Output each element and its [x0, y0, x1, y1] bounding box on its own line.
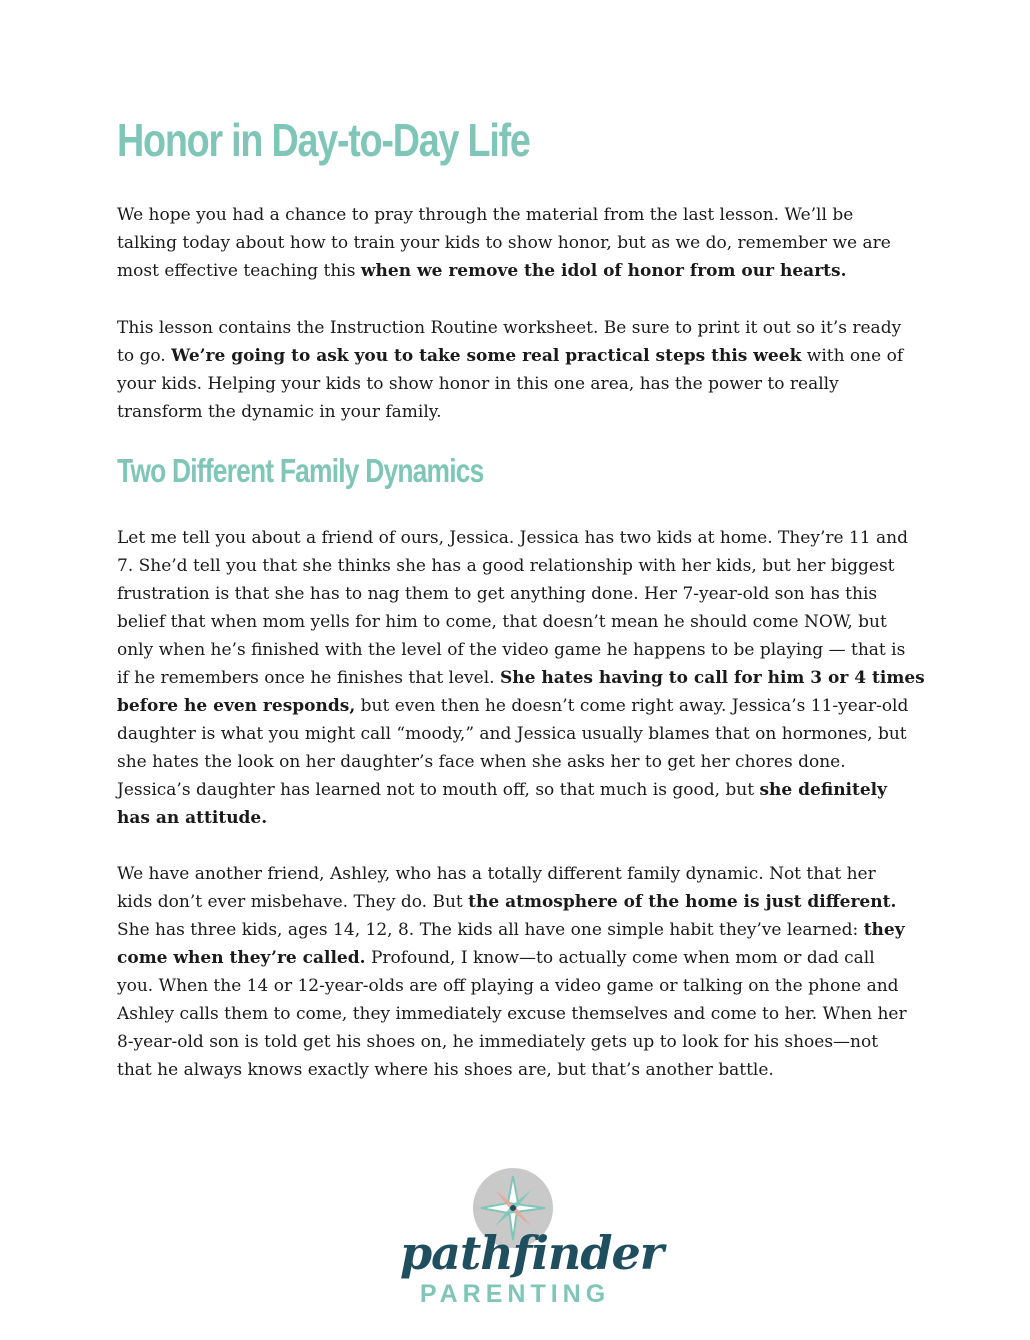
text-run: Profound, I know—to actually come when mom or dad call [365, 948, 875, 968]
text-run: talking today about how to train your kids to show honor, but as we do, remember we are [117, 233, 891, 253]
bold-text: before he even responds, [117, 696, 356, 716]
text-line [117, 748, 917, 776]
text-line [117, 972, 917, 1000]
logo-script-text: pathfinder [400, 1226, 664, 1280]
text-line [117, 342, 917, 370]
text-line [117, 888, 917, 916]
text-line [117, 314, 917, 342]
text-line [117, 1000, 917, 1028]
text-line [117, 370, 917, 398]
text-run: your kids. Helping your kids to show honor in this one area, has the power to really [117, 374, 839, 394]
text-run: you. When the 14 or 12-year-olds are off playing a video game or talking on the phone and [117, 976, 899, 996]
text-run: transform the dynamic in your family. [117, 402, 442, 422]
text-line [117, 229, 917, 257]
text-run: if he remembers once he finishes that level. [117, 668, 500, 688]
text-run: most effective teaching this [117, 261, 361, 281]
text-run: to go. [117, 346, 172, 366]
bold-text: they [863, 920, 905, 940]
text-run: daughter is what you might call “moody,” and Jessica usually blames that on hormones, but [117, 724, 907, 744]
text-run: kids don’t ever misbehave. They do. But [117, 892, 469, 912]
text-run: belief that when mom yells for him to come, that doesn’t mean he should come NOW, but [117, 612, 887, 632]
text-line [117, 860, 917, 888]
bold-text: come when they’re called. [117, 948, 366, 968]
text-line [117, 776, 917, 804]
text-line [117, 552, 917, 580]
text-line [117, 524, 917, 552]
pathfinder-parenting-logo [400, 1168, 664, 1318]
logo-caps-text: PARENTING [419, 1280, 611, 1308]
bold-text: She hates having to call for him 3 or 4 times [499, 668, 925, 688]
text-line [117, 608, 917, 636]
text-line [117, 257, 917, 285]
text-run: she hates the look on her daughter’s face when she asks her to get her chores done. [117, 752, 846, 772]
text-run: that he always knows exactly where his shoes are, but that’s another battle. [117, 1060, 774, 1080]
text-run: Ashley calls them to come, they immediately excuse themselves and come to her. When her [117, 1004, 907, 1024]
text-run: She has three kids, ages 14, 12, 8. The kids all have one simple habit they’ve learned: [117, 920, 864, 940]
section-heading: Two Different Family Dynamics [117, 452, 484, 489]
bold-text: she definitely [759, 780, 888, 800]
text-line [117, 580, 917, 608]
bold-text: We’re going to ask you to take some real practical steps this week [171, 346, 802, 366]
bold-text: the atmosphere of the home is just different. [468, 892, 897, 912]
text-run: only when he’s finished with the level of the video game he happens to be playing — that is [117, 640, 906, 660]
bold-text: has an attitude. [117, 808, 268, 828]
paragraph-ashley [117, 860, 917, 1084]
text-line [117, 636, 917, 664]
text-run: frustration is that she has to nag them to get anything done. Her 7-year-old son has this [117, 584, 878, 604]
text-line [117, 720, 917, 748]
text-line [117, 692, 917, 720]
bold-text: when we remove the idol of honor from our hearts. [360, 261, 847, 281]
text-line [117, 664, 925, 692]
text-line [117, 398, 917, 426]
paragraph-intro [117, 201, 917, 285]
text-run: Jessica’s daughter has learned not to mouth off, so that much is good, but [117, 780, 760, 800]
text-run: This lesson contains the Instruction Routine worksheet. Be sure to print it out so it’s ready [117, 318, 902, 338]
text-line [117, 201, 917, 229]
text-run: We hope you had a chance to pray through the material from the last lesson. We’ll be [117, 205, 854, 225]
text-run: Let me tell you about a friend of ours, Jessica. Jessica has two kids at home. They’re 11 and [117, 528, 908, 548]
text-line [117, 804, 917, 832]
text-run: but even then he doesn’t come right away. Jessica’s 11-year-old [355, 696, 909, 716]
paragraph-jessica [117, 524, 925, 832]
text-run: We have another friend, Ashley, who has a totally different family dynamic. Not that her [117, 864, 876, 884]
text-line [117, 916, 917, 944]
text-run: with one of [801, 346, 904, 366]
text-line [117, 944, 917, 972]
text-line [117, 1028, 917, 1056]
text-line [117, 1056, 917, 1084]
text-run: 8-year-old son is told get his shoes on, he immediately gets up to look for his shoes—not [117, 1032, 879, 1052]
text-run: 7. She’d tell you that she thinks she has a good relationship with her kids, but her biggest [117, 556, 895, 576]
paragraph-worksheet [117, 314, 917, 426]
page-title: Honor in Day-to-Day Life [117, 114, 530, 166]
